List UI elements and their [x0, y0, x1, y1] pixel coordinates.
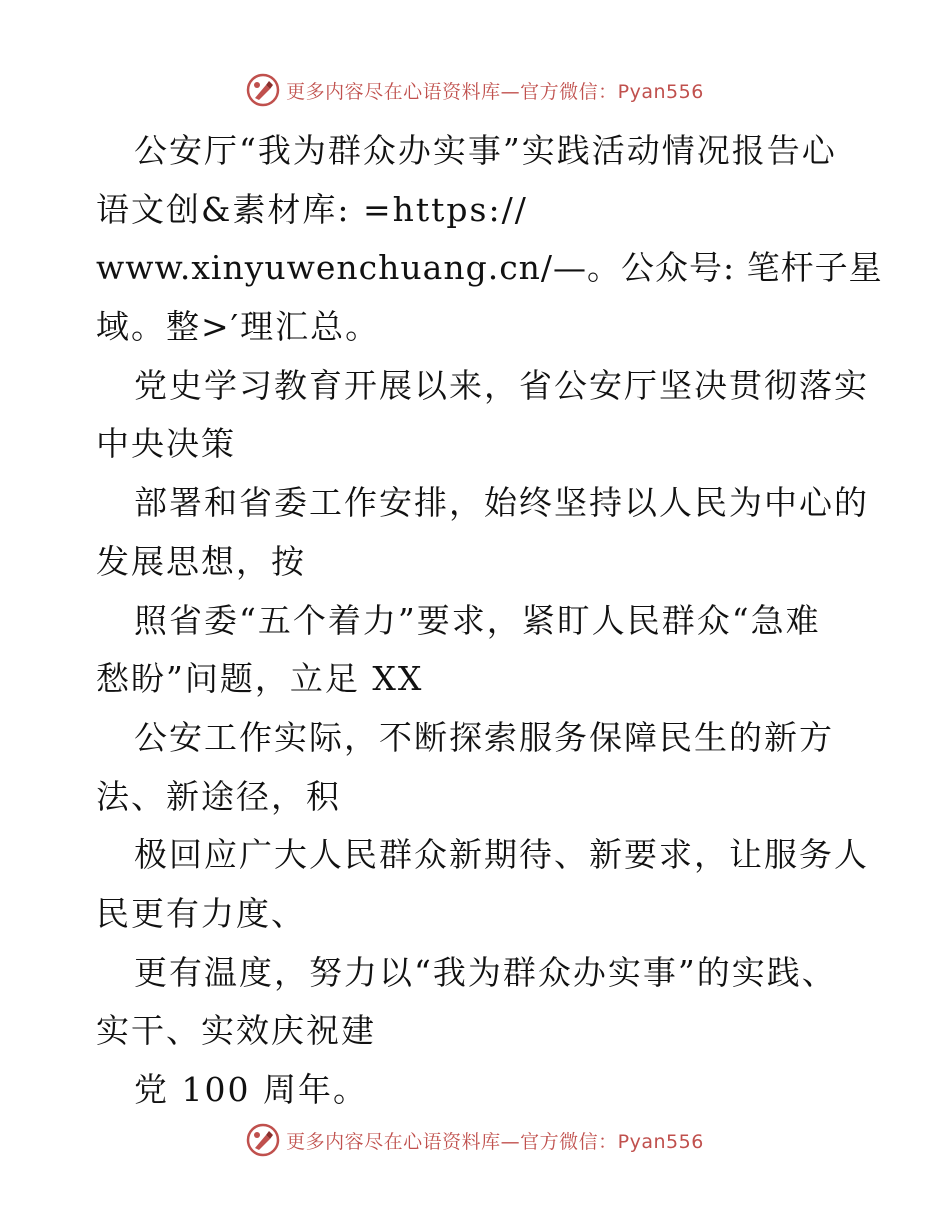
- doc-line-5: 党史学习教育开展以来，省公安厅坚决贯彻落实: [134, 365, 869, 405]
- pen-nib-logo-icon: [246, 1123, 280, 1157]
- doc-line-2: 语文创&素材库: =https://: [96, 189, 528, 229]
- doc-line-7: 部署和省委工作安排，始终坚持以人民为中心的: [134, 483, 869, 523]
- doc-line-8: 发展思想，按: [96, 541, 306, 581]
- doc-line-17: 党 100 周年。: [134, 1070, 368, 1109]
- header-banner-text: 更多内容尽在心语资料库—官方微信：Pyan556: [286, 80, 704, 103]
- doc-line-3: www.xinyuwenchuang.cn/—。公众号: 笔杆子星: [96, 248, 883, 288]
- pen-nib-logo-icon: [246, 73, 280, 107]
- doc-line-14: 民更有力度、: [96, 893, 306, 933]
- footer-banner: [0, 1120, 950, 1160]
- doc-line-13: 极回应广大人民群众新期待、新要求，让服务人: [134, 835, 869, 875]
- doc-line-10: 愁盼”问题，立足 XX: [96, 659, 424, 699]
- doc-line-9: 照省委“五个着力”要求，紧盯人民群众“急难: [134, 600, 821, 640]
- footer-banner-text: 更多内容尽在心语资料库—官方微信：Pyan556: [286, 1130, 704, 1153]
- doc-line-11: 公安工作实际，不断探索服务保障民生的新方: [134, 717, 834, 757]
- doc-line-15: 更有温度，努力以“我为群众办实事”的实践、: [134, 952, 837, 992]
- doc-line-1: 公安厅“我为群众办实事”实践活动情况报告心: [134, 131, 837, 170]
- doc-line-16: 实干、实效庆祝建: [96, 1011, 376, 1051]
- doc-line-6: 中央决策: [96, 424, 236, 464]
- document-body: [96, 122, 886, 1120]
- doc-line-12: 法、新途径，积: [96, 776, 341, 816]
- header-banner: [0, 70, 950, 110]
- doc-line-4: 域。整>′理汇总。: [96, 307, 381, 347]
